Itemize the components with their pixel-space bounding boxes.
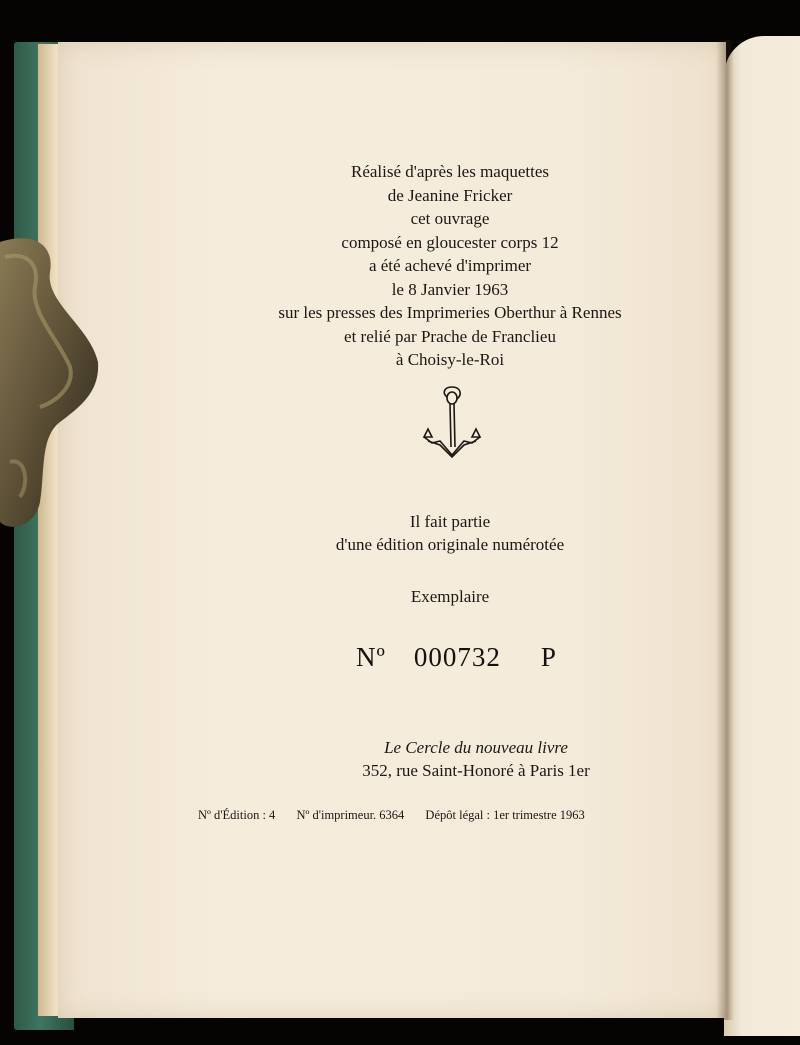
colophon-line: à Choisy-le-Roi [395,350,505,369]
anchor-icon [420,385,484,463]
copy-label: Exemplaire [410,587,490,606]
publisher-block [296,736,656,782]
colophon-line: composé en gloucester corps 12 [341,232,559,252]
colophon-line: a été achevé d'imprimer [368,256,532,275]
edition-number: Nº d'Édition : 4 [198,808,276,822]
colophon-text [200,160,700,372]
colophon-line: et relié par Prache de Franclieu [344,326,556,346]
printing-details [198,808,698,823]
publisher-address: 352, rue Saint-Honoré à Paris 1er [362,761,590,780]
edition-line-2: d'une édition originale numérotée [335,535,565,554]
colophon-line: Réalisé d'après les maquettes [350,162,550,181]
colophon-line: sur les presses des Imprimeries Oberthur à Rennes [278,303,622,322]
copy-number-prefix: Nº [356,642,386,672]
brass-clip-icon [0,232,100,532]
legal-deposit: Dépôt légal : 1er trimestre 1963 [425,808,585,822]
copy-number [356,642,557,673]
edition-line-1: Il fait partie [409,512,491,531]
colophon-line: de Jeanine Fricker [387,185,513,205]
copy-number-suffix: P [540,642,557,672]
colophon-line: le 8 Janvier 1963 [391,279,509,299]
copy-number-value: 000732 [413,642,501,672]
publisher-name: Le Cercle du nouveau livre [384,738,568,757]
edition-statement [260,510,640,556]
colophon-line: cet ouvrage [410,209,490,228]
printer-number: Nº d'imprimeur. 6364 [296,808,405,822]
book-gutter [716,40,734,1020]
facing-page [724,36,800,1036]
